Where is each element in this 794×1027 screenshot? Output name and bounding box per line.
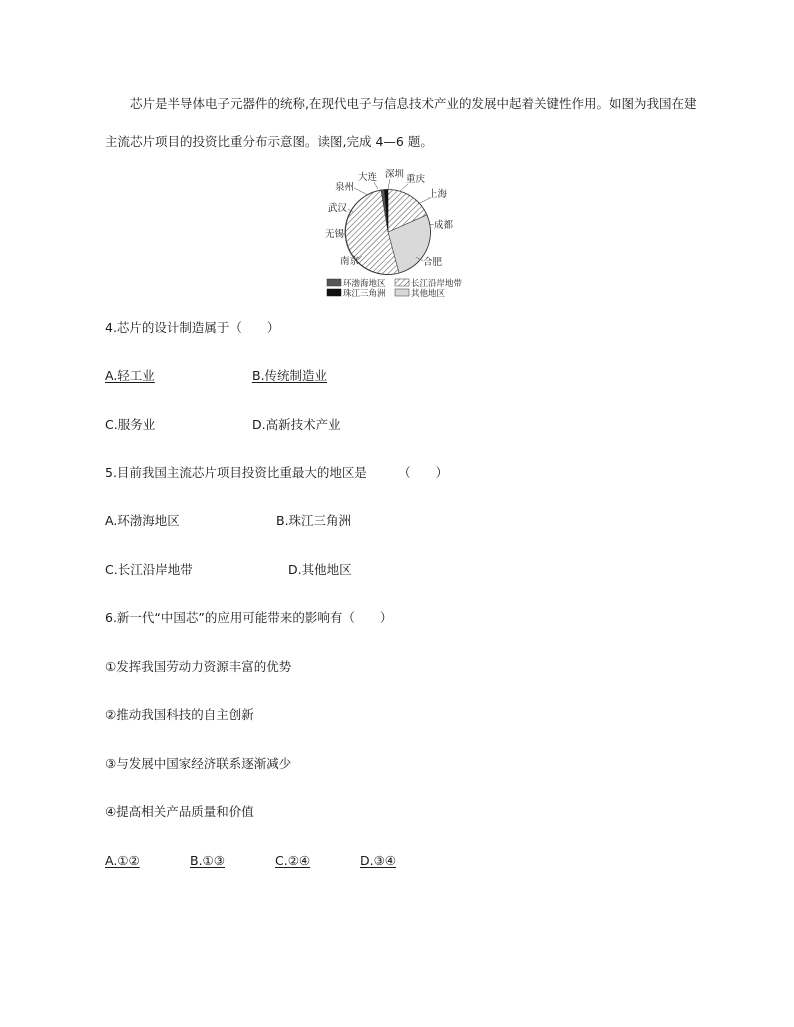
q5-option-d: D.其他地区 bbox=[288, 562, 352, 577]
label-wuxi: 无锡 bbox=[325, 229, 345, 240]
legend-swatch-bohai bbox=[327, 279, 341, 286]
label-quanzhou: 泉州 bbox=[335, 182, 355, 193]
label-chongqing: 重庆 bbox=[406, 174, 426, 185]
legend-swatch-changjiang bbox=[395, 279, 409, 286]
q6-option-d: D.③④ bbox=[360, 853, 397, 868]
q5-option-a: A.环渤海地区 bbox=[105, 513, 180, 528]
label-nanjing: 南京 bbox=[340, 256, 360, 267]
label-wuhan: 武汉 bbox=[328, 203, 348, 214]
q6-option-c: C.②④ bbox=[275, 853, 311, 868]
label-hefei: 合肥 bbox=[423, 257, 443, 268]
q4-option-b: B.传统制造业 bbox=[252, 368, 328, 383]
q5-stem: 5.目前我国主流芯片项目投资比重最大的地区是 （ ） bbox=[105, 465, 449, 480]
q6-statement-3: ③与发展中国家经济联系逐渐减少 bbox=[105, 756, 292, 771]
q6-option-b: B.①③ bbox=[190, 853, 225, 868]
q6-statement-4: ④提高相关产品质量和价值 bbox=[105, 804, 254, 819]
q4-option-a: A.轻工业 bbox=[105, 368, 155, 383]
legend-swatch-other bbox=[395, 289, 409, 296]
pie-figure bbox=[318, 168, 478, 300]
q6-statement-1: ①发挥我国劳动力资源丰富的优势 bbox=[105, 659, 292, 674]
legend-changjiang: 长江沿岸地带 bbox=[411, 279, 463, 289]
label-chengdu: 成都 bbox=[434, 220, 454, 231]
legend-swatch-zhujiang bbox=[327, 289, 341, 296]
label-dalian: 大连 bbox=[358, 172, 378, 183]
q6-statement-2: ②推动我国科技的自主创新 bbox=[105, 707, 254, 722]
legend-bohai: 环渤海地区 bbox=[343, 279, 386, 289]
label-shanghai: 上海 bbox=[428, 189, 448, 200]
q5-option-b: B.珠江三角洲 bbox=[276, 513, 352, 528]
q4-stem: 4.芯片的设计制造属于（ ） bbox=[105, 320, 280, 335]
legend-zhujiang: 珠江三角洲 bbox=[343, 289, 386, 299]
legend-other: 其他地区 bbox=[411, 289, 446, 299]
label-shenzhen: 深圳 bbox=[385, 169, 405, 180]
q6-stem: 6.新一代“中国芯”的应用可能带来的影响有（ ） bbox=[105, 610, 393, 625]
chart-legend bbox=[327, 278, 463, 299]
q4-option-c: C.服务业 bbox=[105, 417, 156, 432]
intro-line-2: 主流芯片项目的投资比重分布示意图。读图,完成 4—6 题。 bbox=[105, 134, 433, 149]
q6-option-a: A.①② bbox=[105, 853, 140, 868]
intro-line-1: 芯片是半导体电子元器件的统称,在现代电子与信息技术产业的发展中起着关键性作用。如图为我国在建 bbox=[130, 96, 697, 111]
q5-option-c: C.长江沿岸地带 bbox=[105, 562, 193, 577]
q4-option-d: D.高新技术产业 bbox=[252, 417, 341, 432]
